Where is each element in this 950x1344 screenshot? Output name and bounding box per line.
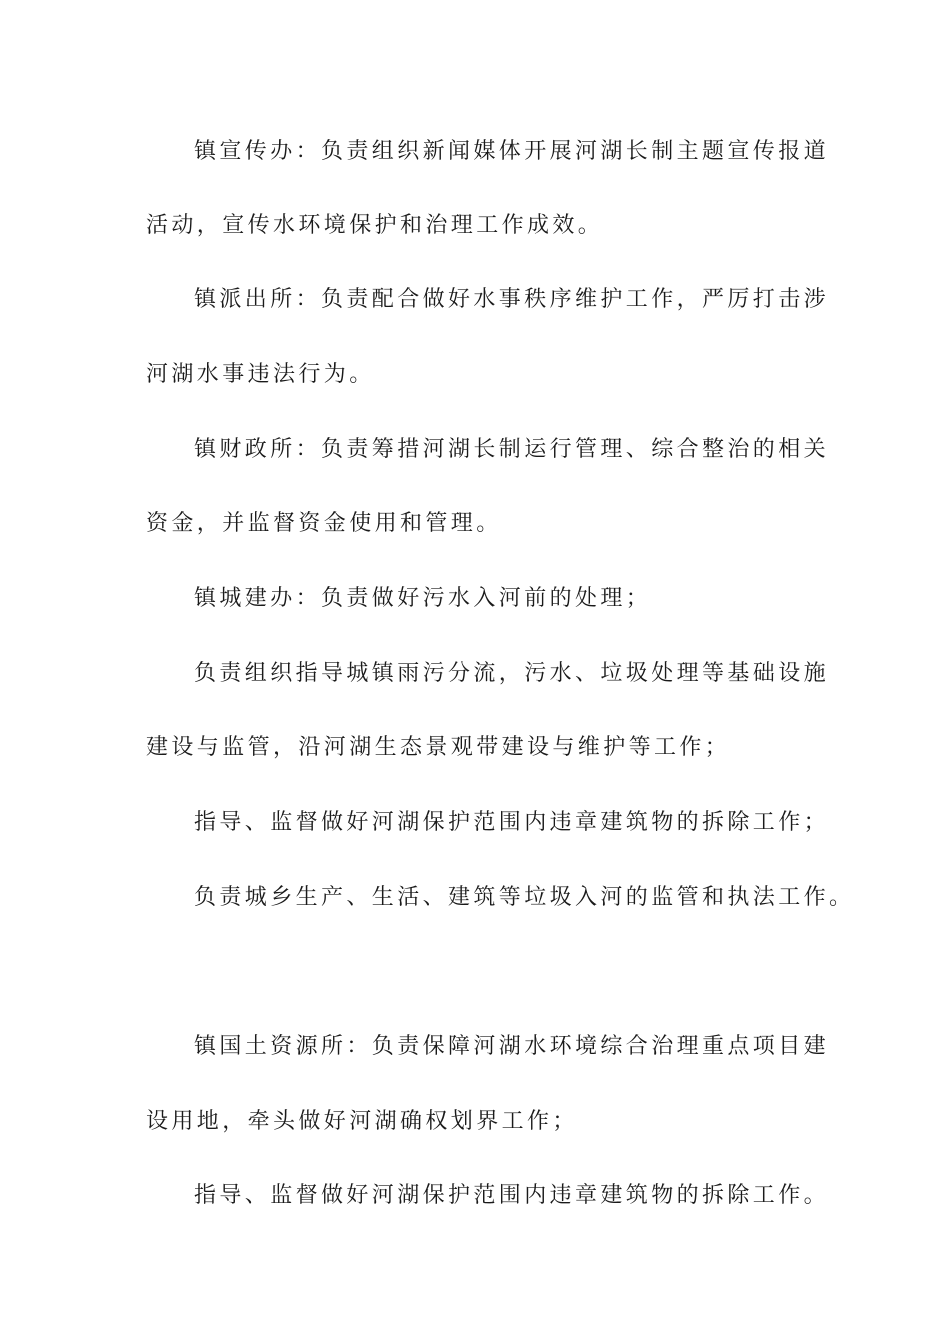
paragraph-line: 镇派出所：负责配合做好水事秩序维护工作，严厉打击涉 [194, 287, 830, 312]
paragraph-line: 负责城乡生产、生活、建筑等垃圾入河的监管和执法工作。 [194, 885, 855, 910]
paragraph-line: 建设与监管，沿河湖生态景观带建设与维护等工作； [146, 735, 731, 760]
paragraph-line: 镇财政所：负责筹措河湖长制运行管理、综合整治的相关 [194, 437, 830, 462]
paragraph-line: 设用地，牵头做好河湖确权划界工作； [146, 1109, 578, 1134]
paragraph-line: 指导、监督做好河湖保护范围内违章建筑物的拆除工作； [194, 810, 830, 835]
paragraph-line: 河湖水事违法行为。 [146, 362, 375, 387]
paragraph-line: 镇宣传办：负责组织新闻媒体开展河湖长制主题宣传报道 [194, 139, 830, 164]
paragraph-line: 镇国土资源所：负责保障河湖水环境综合治理重点项目建 [194, 1034, 830, 1059]
paragraph-line: 指导、监督做好河湖保护范围内违章建筑物的拆除工作。 [194, 1183, 830, 1208]
paragraph-line: 负责组织指导城镇雨污分流，污水、垃圾处理等基础设施 [194, 661, 830, 686]
paragraph-line: 活动，宣传水环境保护和治理工作成效。 [146, 213, 604, 238]
paragraph-line: 资金，并监督资金使用和管理。 [146, 511, 502, 536]
paragraph-line: 镇城建办：负责做好污水入河前的处理； [194, 586, 652, 611]
